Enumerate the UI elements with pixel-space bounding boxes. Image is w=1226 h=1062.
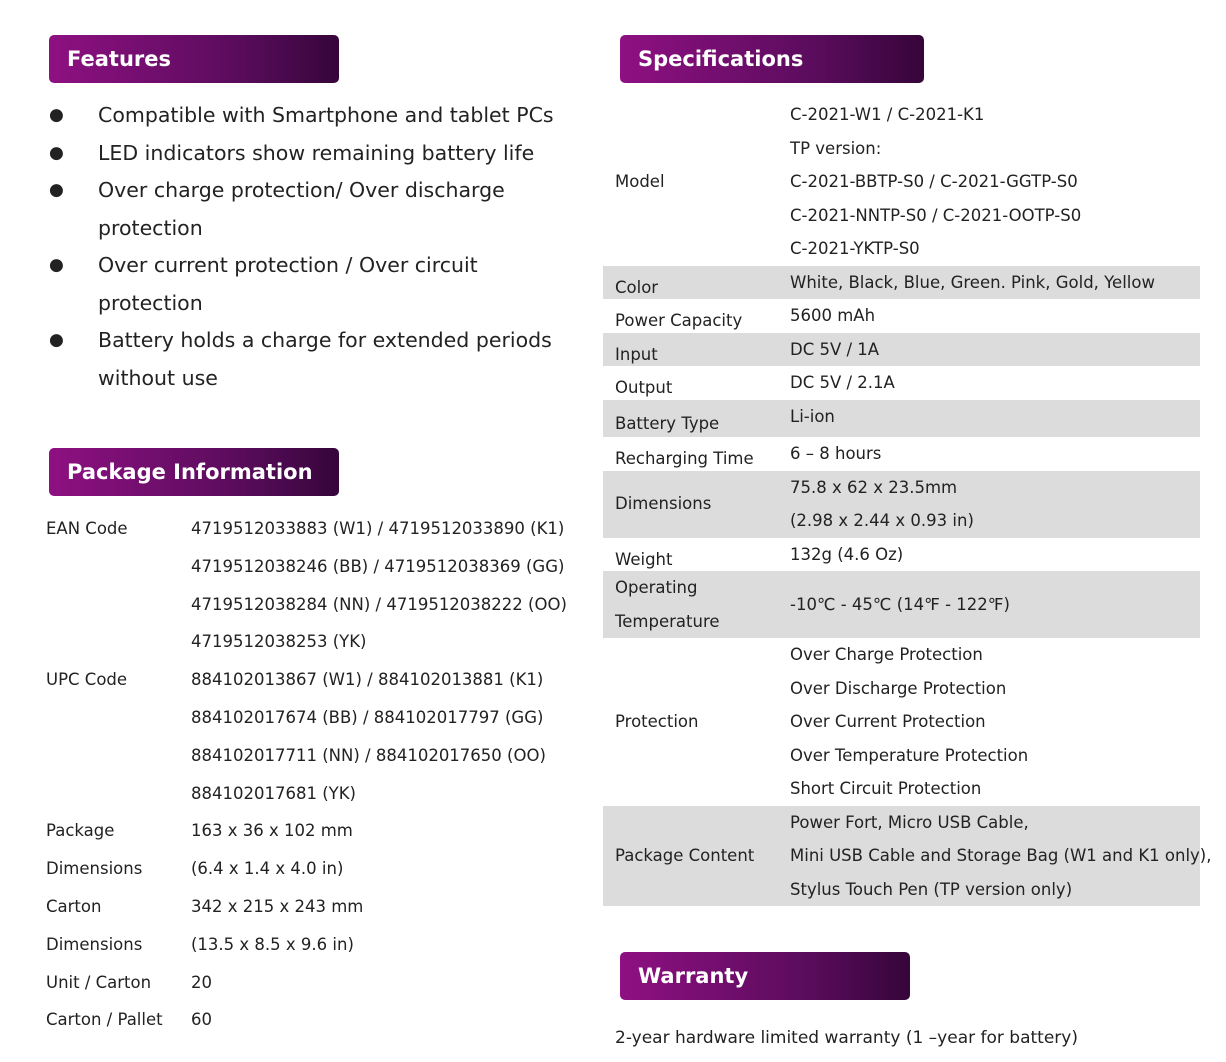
spec-values [790, 638, 1028, 806]
specifications-heading: Specifications [620, 35, 924, 83]
feature-item [47, 172, 587, 210]
spec-value: DC 5V / 1A [790, 339, 880, 359]
spec-row [603, 571, 1200, 638]
bullet-icon: ● [49, 255, 64, 275]
spec-value: C-2021-W1 / C-2021-K1 [790, 105, 985, 124]
feature-text: protection [98, 290, 203, 315]
bullet-icon: ● [49, 180, 64, 200]
spec-value: DC 5V / 2.1A [790, 373, 895, 392]
feature-item [47, 135, 587, 173]
spec-row [603, 366, 1200, 400]
spec-values [790, 588, 1010, 622]
feature-text: Over charge protection/ Over discharge [98, 178, 505, 202]
package-row-value: 4719512033883 (W1) / 4719512033890 (K1) [191, 519, 565, 538]
spec-row [603, 333, 1200, 367]
spec-value: Li-ion [790, 406, 835, 426]
spec-value: 75.8 x 62 x 23.5mm [790, 477, 958, 497]
feature-text: protection [98, 215, 203, 240]
spec-label: Battery Type [615, 413, 720, 433]
spec-label-line: Temperature [615, 611, 720, 631]
package-row-value: 884102013867 (W1) / 884102013881 (K1) [191, 670, 544, 690]
specifications-table [603, 98, 1212, 906]
feature-item-continuation [47, 285, 587, 323]
spec-value: 132g (4.6 Oz) [790, 544, 904, 564]
spec-label: Input [615, 344, 658, 364]
spec-value: White, Black, Blue, Green. Pink, Gold, Yellow [790, 272, 1155, 292]
spec-value: 6 – 8 hours [790, 444, 882, 463]
spec-value: (2.98 x 2.44 x 0.93 in) [790, 511, 974, 530]
package-row-label: EAN Code [46, 519, 128, 538]
spec-value: Over Charge Protection [790, 645, 983, 664]
feature-item-continuation [47, 360, 587, 398]
spec-values [790, 366, 895, 400]
spec-value: C-2021-YKTP-S0 [790, 239, 920, 258]
package-row-value: 4719512038253 (YK) [191, 632, 367, 652]
package-row-label: Dimensions [46, 934, 143, 954]
package-row-value: 884102017711 (NN) / 884102017650 (OO) [191, 745, 546, 765]
spec-values [790, 400, 835, 434]
package-row-value: 20 [191, 972, 212, 992]
package-row-value: 884102017674 (BB) / 884102017797 (GG) [191, 708, 544, 727]
spec-values [790, 471, 974, 538]
feature-text: Over current protection / Over circuit [98, 253, 478, 277]
spec-row [603, 266, 1200, 300]
spec-label: Color [615, 277, 659, 297]
spec-values [790, 98, 1081, 266]
package-row-value: 884102017681 (YK) [191, 783, 356, 803]
spec-label: Package Content [615, 846, 755, 865]
spec-label: Weight [615, 549, 673, 569]
spec-value: C-2021-BBTP-S0 / C-2021-GGTP-S0 [790, 172, 1078, 191]
bullet-icon: ● [49, 330, 64, 350]
spec-value: Over Discharge Protection [790, 678, 1007, 698]
feature-item [47, 247, 587, 285]
spec-value: Short Circuit Protection [790, 779, 982, 798]
spec-value: Power Fort, Micro USB Cable, [790, 812, 1029, 832]
feature-text: Compatible with Smartphone and tablet PCs [98, 103, 554, 127]
spec-value: TP version: [790, 138, 882, 158]
spec-row [603, 98, 1200, 266]
spec-row [603, 299, 1200, 333]
warranty-heading: Warranty [620, 952, 910, 1000]
feature-item-continuation [47, 210, 587, 248]
spec-value: Over Temperature Protection [790, 745, 1029, 765]
spec-label: Output [615, 378, 673, 397]
spec-value: Stylus Touch Pen (TP version only) [790, 879, 1073, 899]
package-row-label: Dimensions [46, 859, 143, 879]
package-row-label: Carton / Pallet [46, 1010, 163, 1030]
package-information-heading: Package Information [49, 448, 339, 496]
package-row-value: 342 x 215 x 243 mm [191, 897, 364, 916]
spec-label: Protection [615, 712, 699, 731]
spec-values [790, 538, 903, 572]
spec-values [790, 333, 879, 367]
spec-value: 5600 mAh [790, 306, 876, 325]
spec-row [603, 538, 1200, 572]
package-row-label: Carton [46, 897, 102, 916]
feature-item [47, 97, 587, 135]
spec-value: Over Current Protection [790, 712, 986, 731]
spec-row [603, 638, 1200, 806]
features-list [47, 97, 587, 397]
package-row-value: 4719512038246 (BB) / 4719512038369 (GG) [191, 556, 565, 576]
package-row-value: (13.5 x 8.5 x 9.6 in) [191, 934, 354, 954]
package-row-value: 60 [191, 1010, 212, 1030]
feature-text: without use [98, 365, 218, 390]
spec-label: Power Capacity [615, 311, 743, 330]
spec-label: Model [615, 172, 665, 191]
spec-row [603, 400, 1200, 438]
package-row-value: 163 x 36 x 102 mm [191, 821, 353, 841]
spec-values [790, 266, 1155, 300]
feature-text: Battery holds a charge for extended periods [98, 328, 552, 352]
spec-label: Dimensions [615, 494, 712, 514]
bullet-icon: ● [49, 142, 64, 163]
feature-item [47, 322, 587, 360]
package-row-label: Unit / Carton [46, 972, 152, 992]
package-row-value: 4719512038284 (NN) / 4719512038222 (OO) [191, 594, 567, 614]
package-row-label: Package [46, 821, 115, 841]
features-heading: Features [49, 35, 339, 83]
spec-row [603, 437, 1200, 471]
package-row-label: UPC Code [46, 670, 128, 690]
feature-text: LED indicators show remaining battery life [98, 140, 535, 165]
package-row-value: (6.4 x 1.4 x 4.0 in) [191, 859, 344, 879]
spec-label [615, 571, 720, 638]
warranty-text: 2-year hardware limited warranty (1 –year for battery) [615, 1028, 1078, 1048]
spec-value: C-2021-NNTP-S0 / C-2021-OOTP-S0 [790, 205, 1082, 225]
spec-label: Recharging Time [615, 449, 754, 468]
spec-label-line: Operating [615, 578, 698, 597]
spec-values [790, 437, 881, 471]
spec-row [603, 806, 1212, 907]
spec-values [790, 299, 875, 333]
spec-value: Mini USB Cable and Storage Bag (W1 and K1 only), [790, 846, 1212, 865]
bullet-icon: ● [49, 105, 64, 125]
spec-value: -10℃ - 45℃ (14℉ - 122℉) [790, 594, 1010, 614]
spec-row [603, 471, 1200, 538]
spec-values [790, 806, 1211, 907]
